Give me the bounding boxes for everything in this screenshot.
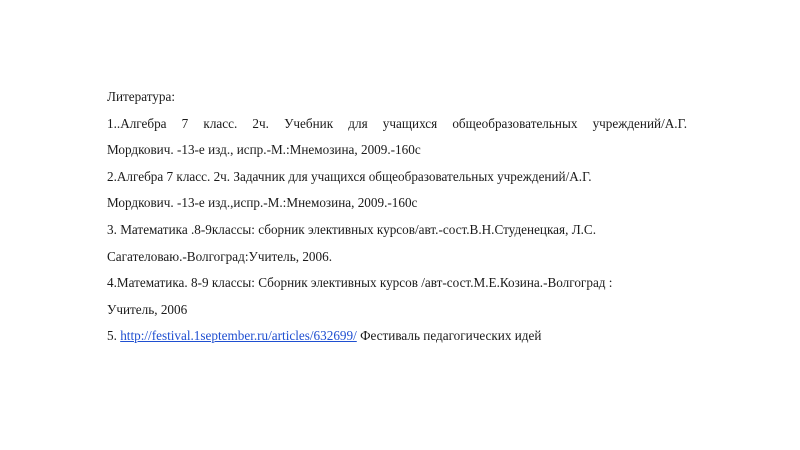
reference-2-line-2: Мордкович. -13-е изд.,испр.-М.:Мнемозина, 2009.-160с (107, 195, 418, 211)
reference-4-line-1: 4.Математика. 8-9 классы: Сборник элективных курсов /авт-сост.М.Е.Козина.-Волгоград : (107, 275, 613, 291)
bibliography (107, 84, 687, 350)
reference-5-suffix: Фестиваль педагогических идей (356, 328, 542, 344)
reference-5 (107, 323, 687, 350)
bibliography-heading: Литература: (107, 89, 176, 104)
reference-3-line-2: Сагателоваю.-Волгоград:Учитель, 2006. (107, 248, 333, 264)
reference-5-prefix: 5. (107, 328, 121, 344)
reference-1-line-1: 1..Алгебра 7 класс. 2ч. Учебник для учащихся общеобразовательных учреждений/А.Г. (107, 115, 687, 131)
reference-3-line-1: 3. Математика .8-9классы: сборник элективных курсов/авт.-сост.В.Н.Студенецкая, Л.С. (107, 221, 597, 237)
reference-1-line-2: Мордкович. -13-е изд., испр.-М.:Мнемозина, 2009.-160с (107, 142, 421, 158)
reference-2-line-1: 2.Алгебра 7 класс. 2ч. Задачник для учащихся общеобразовательных учреждений/А.Г. (107, 168, 592, 184)
festival-link[interactable]: http://festival.1september.ru/articles/632699/ (120, 328, 357, 344)
reference-4-line-2: Учитель, 2006 (107, 301, 188, 317)
